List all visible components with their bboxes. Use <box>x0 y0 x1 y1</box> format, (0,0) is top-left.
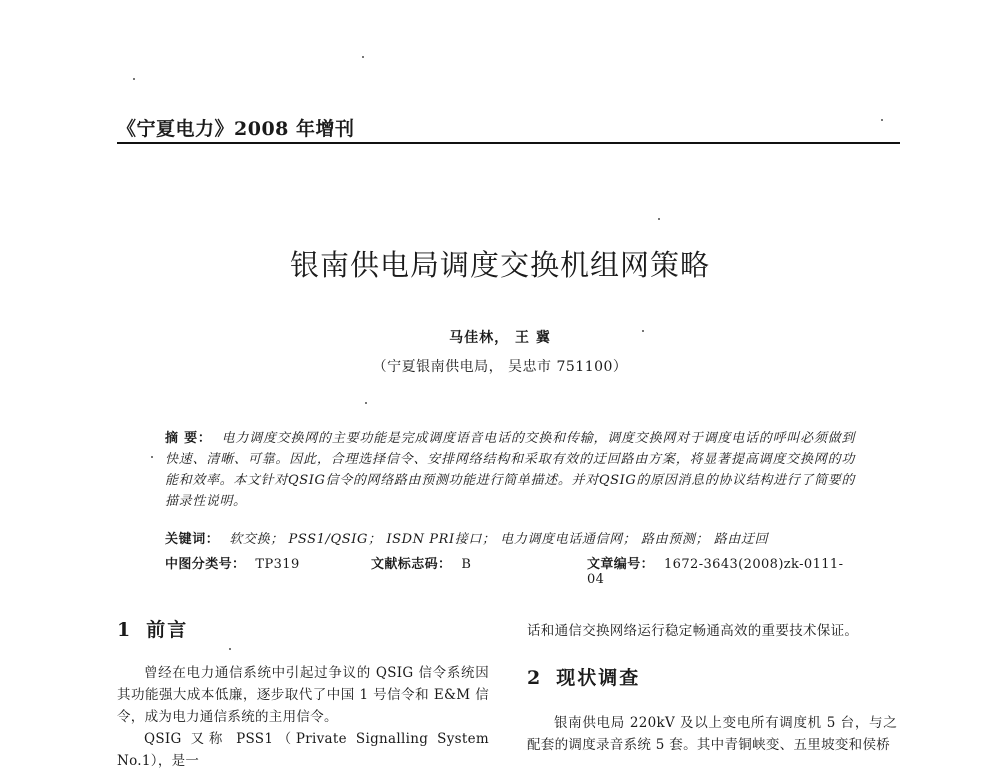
clc-value: TP319 <box>255 557 300 572</box>
abstract-text: 电力调度交换网的主要功能是完成调度语音电话的交换和传输，调度交换网对于调度电话的呼叫必须做到快速、清晰、可靠。因此，合理选择信令、安排网络结构和采取有效的迂回路由方案，将显著提高调度交换网的功能和效率。本文针对QSIG信令的网络路由预测功能进行简单描述。并对QSIG的原因消息的协议结构进行了简要的描录性说明。 <box>165 431 855 509</box>
section-2-number: 2 <box>527 667 543 689</box>
scan-speck <box>365 402 367 404</box>
header-rule <box>117 142 900 144</box>
doc-value: B <box>461 557 472 572</box>
section-1-title: 前言 <box>146 619 189 641</box>
classification-row <box>165 553 855 587</box>
section-1-number: 1 <box>117 619 133 641</box>
journal-header: 《宁夏电力》2008 年增刊 <box>117 118 355 140</box>
doc-label: 文献标志码： <box>371 557 452 572</box>
keywords <box>165 528 855 547</box>
scan-speck <box>362 56 364 58</box>
scan-speck <box>133 78 135 80</box>
clc-label: 中图分类号： <box>165 557 246 572</box>
keywords-text: 软交换； PSS1/QSIG； ISDN PRI接口； 电力调度电话通信网； 路由预测； 路由迂回 <box>229 532 769 547</box>
abstract-label: 摘 要： <box>165 431 212 446</box>
right-column-body <box>527 712 897 756</box>
right-column-continuation <box>527 620 897 642</box>
article-number <box>587 553 855 587</box>
doc-code <box>371 553 471 572</box>
article-title: 银南供电局调度交换机组网策略 <box>289 248 710 282</box>
section-2-heading <box>527 663 640 690</box>
abstract <box>165 428 855 512</box>
paragraph: QSIG 又称 PSS1（Private Signalling System No.1），是一 <box>117 731 489 769</box>
article-affiliation: （宁夏银南供电局， 吴忠市 751100） <box>372 359 628 375</box>
scan-speck <box>642 330 644 332</box>
paragraph: 银南供电局 220kV 及以上变电所有调度机 5 台，与之配套的调度录音系统 5 套。其中青铜峡变、五里坡变和侯桥 <box>527 715 897 753</box>
scan-speck <box>151 456 153 458</box>
article-number-label: 文章编号： <box>587 557 655 572</box>
section-1-heading <box>117 615 188 642</box>
paragraph: 曾经在电力通信系统中引起过争议的 QSIG 信令系统因其功能强大成本低廉，逐步取代了中国 1 号信令和 E&M 信令，成为电力通信系统的主用信令。 <box>117 665 489 725</box>
section-2-title: 现状调查 <box>556 667 641 689</box>
article-authors: 马佳林， 王 冀 <box>449 330 551 346</box>
scan-speck <box>881 119 883 121</box>
scan-speck <box>658 218 660 220</box>
clc-code <box>165 553 300 572</box>
article-number-value: 1672-3643(2008)zk-0111-04 <box>587 557 844 587</box>
left-column-body <box>117 662 489 772</box>
keywords-label: 关键词： <box>165 532 220 547</box>
paragraph: 话和通信交换网络运行稳定畅通高效的重要技术保证。 <box>527 623 859 639</box>
scan-speck <box>229 648 231 650</box>
